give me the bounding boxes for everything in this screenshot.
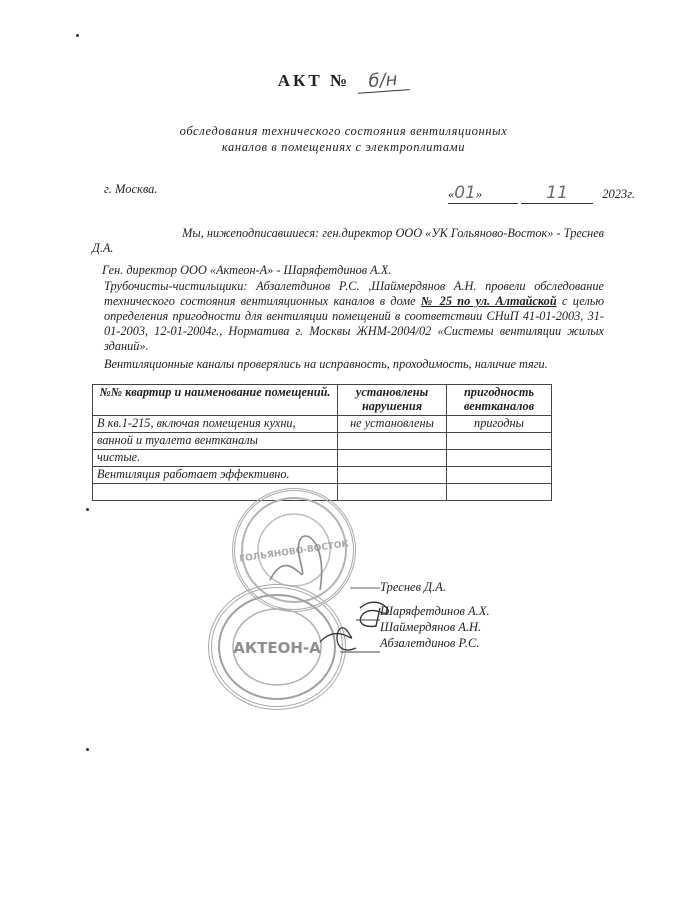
table-cell — [447, 433, 552, 450]
table-cell — [338, 467, 447, 484]
header-suitability: пригодность вентканалов — [447, 385, 552, 416]
paragraph-start: Трубочисты-чистильщики: Абзалетдинов Р.С. ,Шаймердянов А.Н. провели обследование технического состояния вентиляционных каналов в доме — [104, 279, 604, 308]
table-row — [93, 450, 552, 467]
signature-name: Шаряфетдинов А.Х. — [380, 604, 490, 618]
table-cell: В кв.1-215, включая помещения кухни, — [93, 416, 338, 433]
city: г. Москва. — [104, 182, 158, 196]
check-line: Вентиляционные каналы проверялись на исправность, проходимость, наличие тяги. — [104, 357, 548, 371]
act-title — [0, 70, 687, 92]
signature-name: Абзалетдинов Р.С. — [380, 636, 480, 650]
body-line-2: Д.А. — [92, 241, 114, 255]
quote-close: » — [475, 187, 483, 201]
table-cell: не установлены — [338, 416, 447, 433]
table-cell: пригодны — [447, 416, 552, 433]
signature-name: Шаймердянов А.Н. — [380, 620, 482, 634]
table-cell — [447, 450, 552, 467]
upper-stamp-text: ГОЛЬЯНОВО-ВОСТОК — [238, 539, 350, 565]
table-row — [93, 433, 552, 450]
table-row — [93, 416, 552, 433]
table-row — [93, 467, 552, 484]
inspection-table — [92, 384, 552, 501]
date-month: 11 — [546, 183, 568, 203]
table-cell: Вентиляция работает эффективно. — [93, 467, 338, 484]
body-line-3: Ген. директор ООО «Актеон-А» - Шаряфетдинов А.Х. — [102, 263, 392, 277]
body-line-1: Мы, нижеподписавшиеся: ген.директор ООО «УК Гольяново-Восток» - Треснев — [182, 226, 604, 240]
table-cell: чистые. — [93, 450, 338, 467]
subtitle-line-2: каналов в помещениях с электроплитами — [221, 140, 466, 154]
house-address: № 25 по ул. Алтайской — [420, 294, 557, 308]
body-paragraph — [104, 279, 604, 354]
scan-dot — [76, 34, 79, 37]
table-cell — [447, 467, 552, 484]
act-date — [448, 183, 635, 204]
lower-stamp-text: АКТЕОН-А — [233, 639, 321, 657]
header-apartments: №№ квартир и наименование помещений. — [93, 385, 338, 416]
header-violations: установлены нарушения — [338, 385, 447, 416]
table-cell — [447, 484, 552, 501]
table-cell — [338, 484, 447, 501]
table-cell: ванной и туалета вентканалы — [93, 433, 338, 450]
quote-open: « — [448, 187, 455, 201]
table-header-row — [93, 385, 552, 416]
date-day: 01 — [454, 183, 476, 203]
table-cell — [338, 433, 447, 450]
signature-name: Треснев Д.А. — [380, 580, 446, 594]
subtitle-line-1: обследования технического состояния вентиляционных — [179, 124, 508, 138]
date-year: 2023г. — [602, 187, 636, 201]
scan-dot — [86, 748, 89, 751]
act-title-label: АКТ № — [277, 71, 351, 90]
act-number: б/н — [357, 68, 410, 94]
paragraph-end: с целью определения пригодности для вентиляции помещений в соответствии СНиП 41-01-2003, 31-01-2003, 12-01-2004г., Норматива г. Москвы ЖНМ-2004/02 «Системы вентиляции жилых зданий». — [104, 294, 604, 353]
scan-dot — [86, 508, 89, 511]
table-cell — [338, 450, 447, 467]
